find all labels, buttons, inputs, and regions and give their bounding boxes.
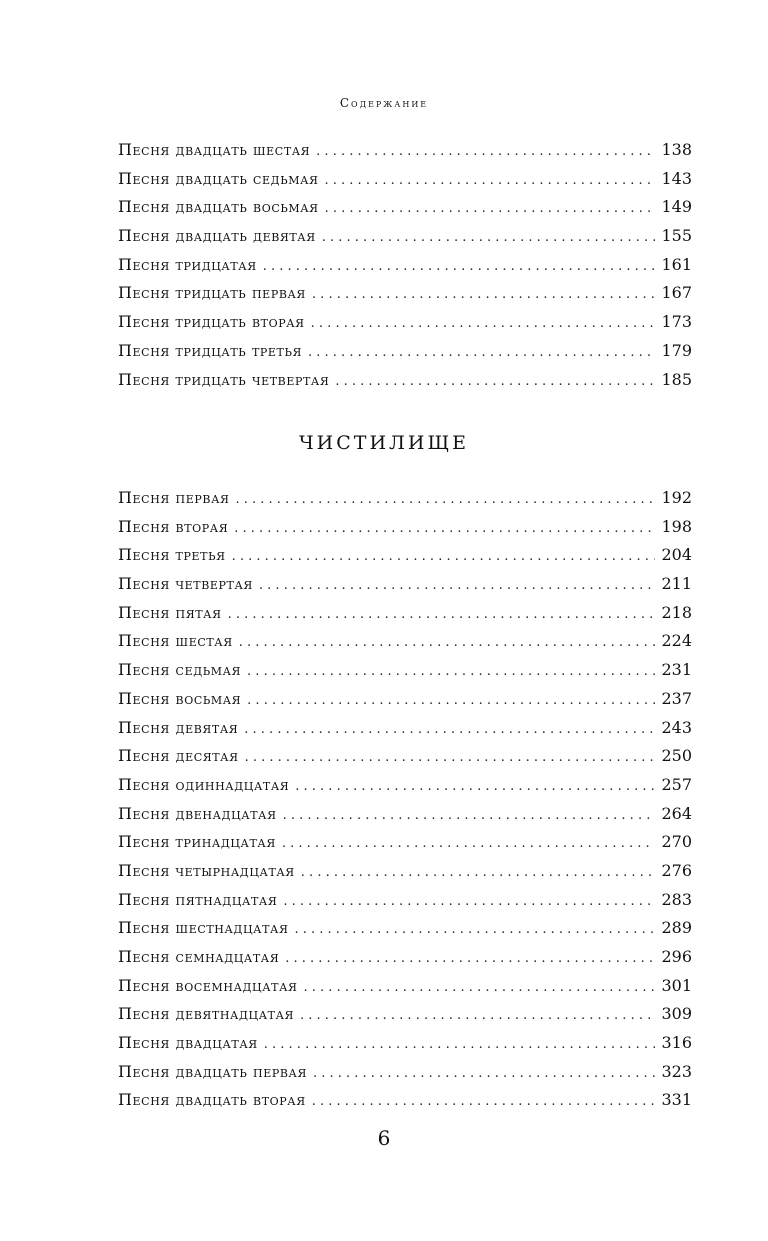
dot-leader [325,195,656,224]
toc-entry-title: Песня семнадцатая [118,947,280,966]
toc-entry[interactable] [118,828,692,857]
toc-entry[interactable] [118,1029,692,1058]
dot-leader [312,281,656,310]
toc-entry-page: 149 [661,197,692,217]
toc-list-top [118,136,692,394]
toc-entry-title: Песня первая [118,488,230,507]
dot-leader [232,543,656,572]
dot-leader [295,773,655,802]
toc-entry-page: 237 [661,688,692,708]
toc-entry-page: 243 [661,717,692,737]
toc-entry[interactable] [118,742,692,771]
toc-entry-title: Песня тридцатая [118,254,257,274]
dot-leader [244,716,655,745]
toc-entry-title: Песня двенадцатая [118,803,277,823]
toc-entry-title: Песня тридцать четвертая [118,369,330,389]
dot-leader [235,486,655,515]
dot-leader [294,916,655,945]
dot-leader [325,167,656,196]
toc-entry-title: Песня двадцать седьмая [118,168,319,188]
dot-leader [239,629,656,658]
dot-leader [312,1088,656,1117]
dot-leader [316,138,655,167]
dot-leader [259,572,656,601]
toc-entry-page: 289 [661,918,692,938]
dot-leader [263,253,656,282]
toc-entry-page: 185 [661,369,692,389]
toc-entry-page: 283 [661,889,692,909]
toc-entry-page: 167 [661,283,692,303]
dot-leader [285,945,655,974]
dot-leader [228,601,656,630]
toc-entry[interactable] [118,943,692,972]
dot-leader [247,658,655,687]
dot-leader [245,744,656,773]
toc-entry-page: 231 [661,660,692,680]
dot-leader [264,1031,656,1060]
toc-entry[interactable] [118,308,692,337]
dot-leader [335,368,655,397]
toc-entry[interactable] [118,136,692,165]
toc-entry-title: Песня десятая [118,746,239,766]
toc-entry-title: Песня двадцать девятая [118,226,316,246]
toc-entry[interactable] [118,1086,692,1115]
toc-entry-page: 218 [661,602,692,622]
toc-entry[interactable] [118,627,692,656]
toc-entry-page: 301 [661,975,692,995]
toc-entry-title: Песня восемнадцатая [118,975,298,995]
toc-entry[interactable] [118,599,692,628]
toc-entry[interactable] [118,165,692,194]
toc-entry[interactable] [118,251,692,280]
toc-entry-page: 276 [661,860,692,880]
toc-entry-title: Песня шестая [118,631,233,651]
toc-entry[interactable] [118,656,692,685]
toc-entry-title: Песня шестнадцатая [118,918,289,938]
toc-entry-title: Песня тридцать третья [118,340,302,360]
toc-entry-page: 173 [661,312,692,332]
running-head: Содержание [339,96,429,110]
dot-leader [311,310,656,339]
dot-leader [301,859,656,888]
toc-list-bottom [118,484,692,1115]
toc-entry-title: Песня одиннадцатая [118,774,290,794]
toc-entry-page: 211 [661,574,692,594]
page-number: 6 [377,1126,391,1150]
toc-entry-title: Песня двадцать первая [118,1061,307,1081]
toc-entry-page: 309 [661,1004,692,1024]
toc-entry-page: 257 [661,774,692,794]
toc-entry[interactable] [118,714,692,743]
toc-entry[interactable] [118,337,692,366]
toc-entry[interactable] [118,570,692,599]
toc-entry[interactable] [118,541,692,570]
dot-leader [247,687,655,716]
toc-entry-title: Песня восьмая [118,688,242,708]
toc-entry-page: 179 [661,340,692,360]
toc-entry[interactable] [118,972,692,1001]
toc-entry-title: Песня девятнадцатая [118,1004,294,1024]
toc-entry-page: 192 [661,488,692,507]
dot-leader [313,1060,656,1089]
toc-entry-page: 270 [661,832,692,852]
toc-entry-title: Песня тридцать первая [118,283,306,303]
toc-entry[interactable] [118,279,692,308]
toc-entry-title: Песня двадцать вторая [118,1090,306,1110]
toc-entry-title: Песня четвертая [118,574,253,594]
dot-leader [322,224,656,253]
toc-entry-page: 296 [661,947,692,966]
toc-entry[interactable] [118,857,692,886]
toc-entry-title: Песня двадцать восьмая [118,197,319,217]
toc-entry-page: 138 [661,140,692,159]
dot-leader [282,830,656,859]
toc-entry-page: 204 [661,545,692,565]
toc-entry-page: 316 [661,1033,692,1053]
dot-leader [300,1002,655,1031]
toc-entry[interactable] [118,914,692,943]
toc-entry-page: 198 [661,516,692,536]
toc-entry[interactable] [118,193,692,222]
toc-entry-page: 224 [661,631,692,651]
toc-entry[interactable] [118,366,692,395]
toc-entry-title: Песня тринадцатая [118,832,276,852]
toc-entry[interactable] [118,1058,692,1087]
toc-entry[interactable] [118,484,692,513]
toc-entry-title: Песня пятнадцатая [118,889,278,909]
toc-entry-title: Песня седьмая [118,660,242,680]
toc-entry[interactable] [118,685,692,714]
dot-leader [308,339,655,368]
dot-leader [304,974,656,1003]
toc-entry-title: Песня третья [118,545,226,565]
toc-entry[interactable] [118,800,692,829]
toc-entry[interactable] [118,771,692,800]
dot-leader [283,802,656,831]
toc-entry-title: Песня пятая [118,602,222,622]
toc-entry-page: 161 [661,254,692,274]
toc-entry-title: Песня четырнадцатая [118,860,295,880]
toc-entry-page: 264 [661,803,692,823]
toc-entry-page: 250 [661,746,692,766]
toc-entry[interactable] [118,222,692,251]
toc-entry[interactable] [118,886,692,915]
section-title: ЧИСТИЛИЩЕ [298,432,469,454]
toc-entry-title: Песня двадцатая [118,1033,258,1053]
toc-entry-title: Песня двадцать шестая [118,140,311,159]
toc-entry-title: Песня тридцать вторая [118,312,305,332]
toc-entry-title: Песня девятая [118,717,239,737]
toc-entry-title: Песня вторая [118,516,229,536]
dot-leader [283,888,655,917]
toc-entry-page: 331 [661,1090,692,1110]
toc-entry-page: 323 [661,1061,692,1081]
toc-entry-page: 155 [661,226,692,246]
dot-leader [234,515,655,544]
toc-entry-page: 143 [661,168,692,188]
toc-entry[interactable] [118,1000,692,1029]
toc-entry[interactable] [118,513,692,542]
